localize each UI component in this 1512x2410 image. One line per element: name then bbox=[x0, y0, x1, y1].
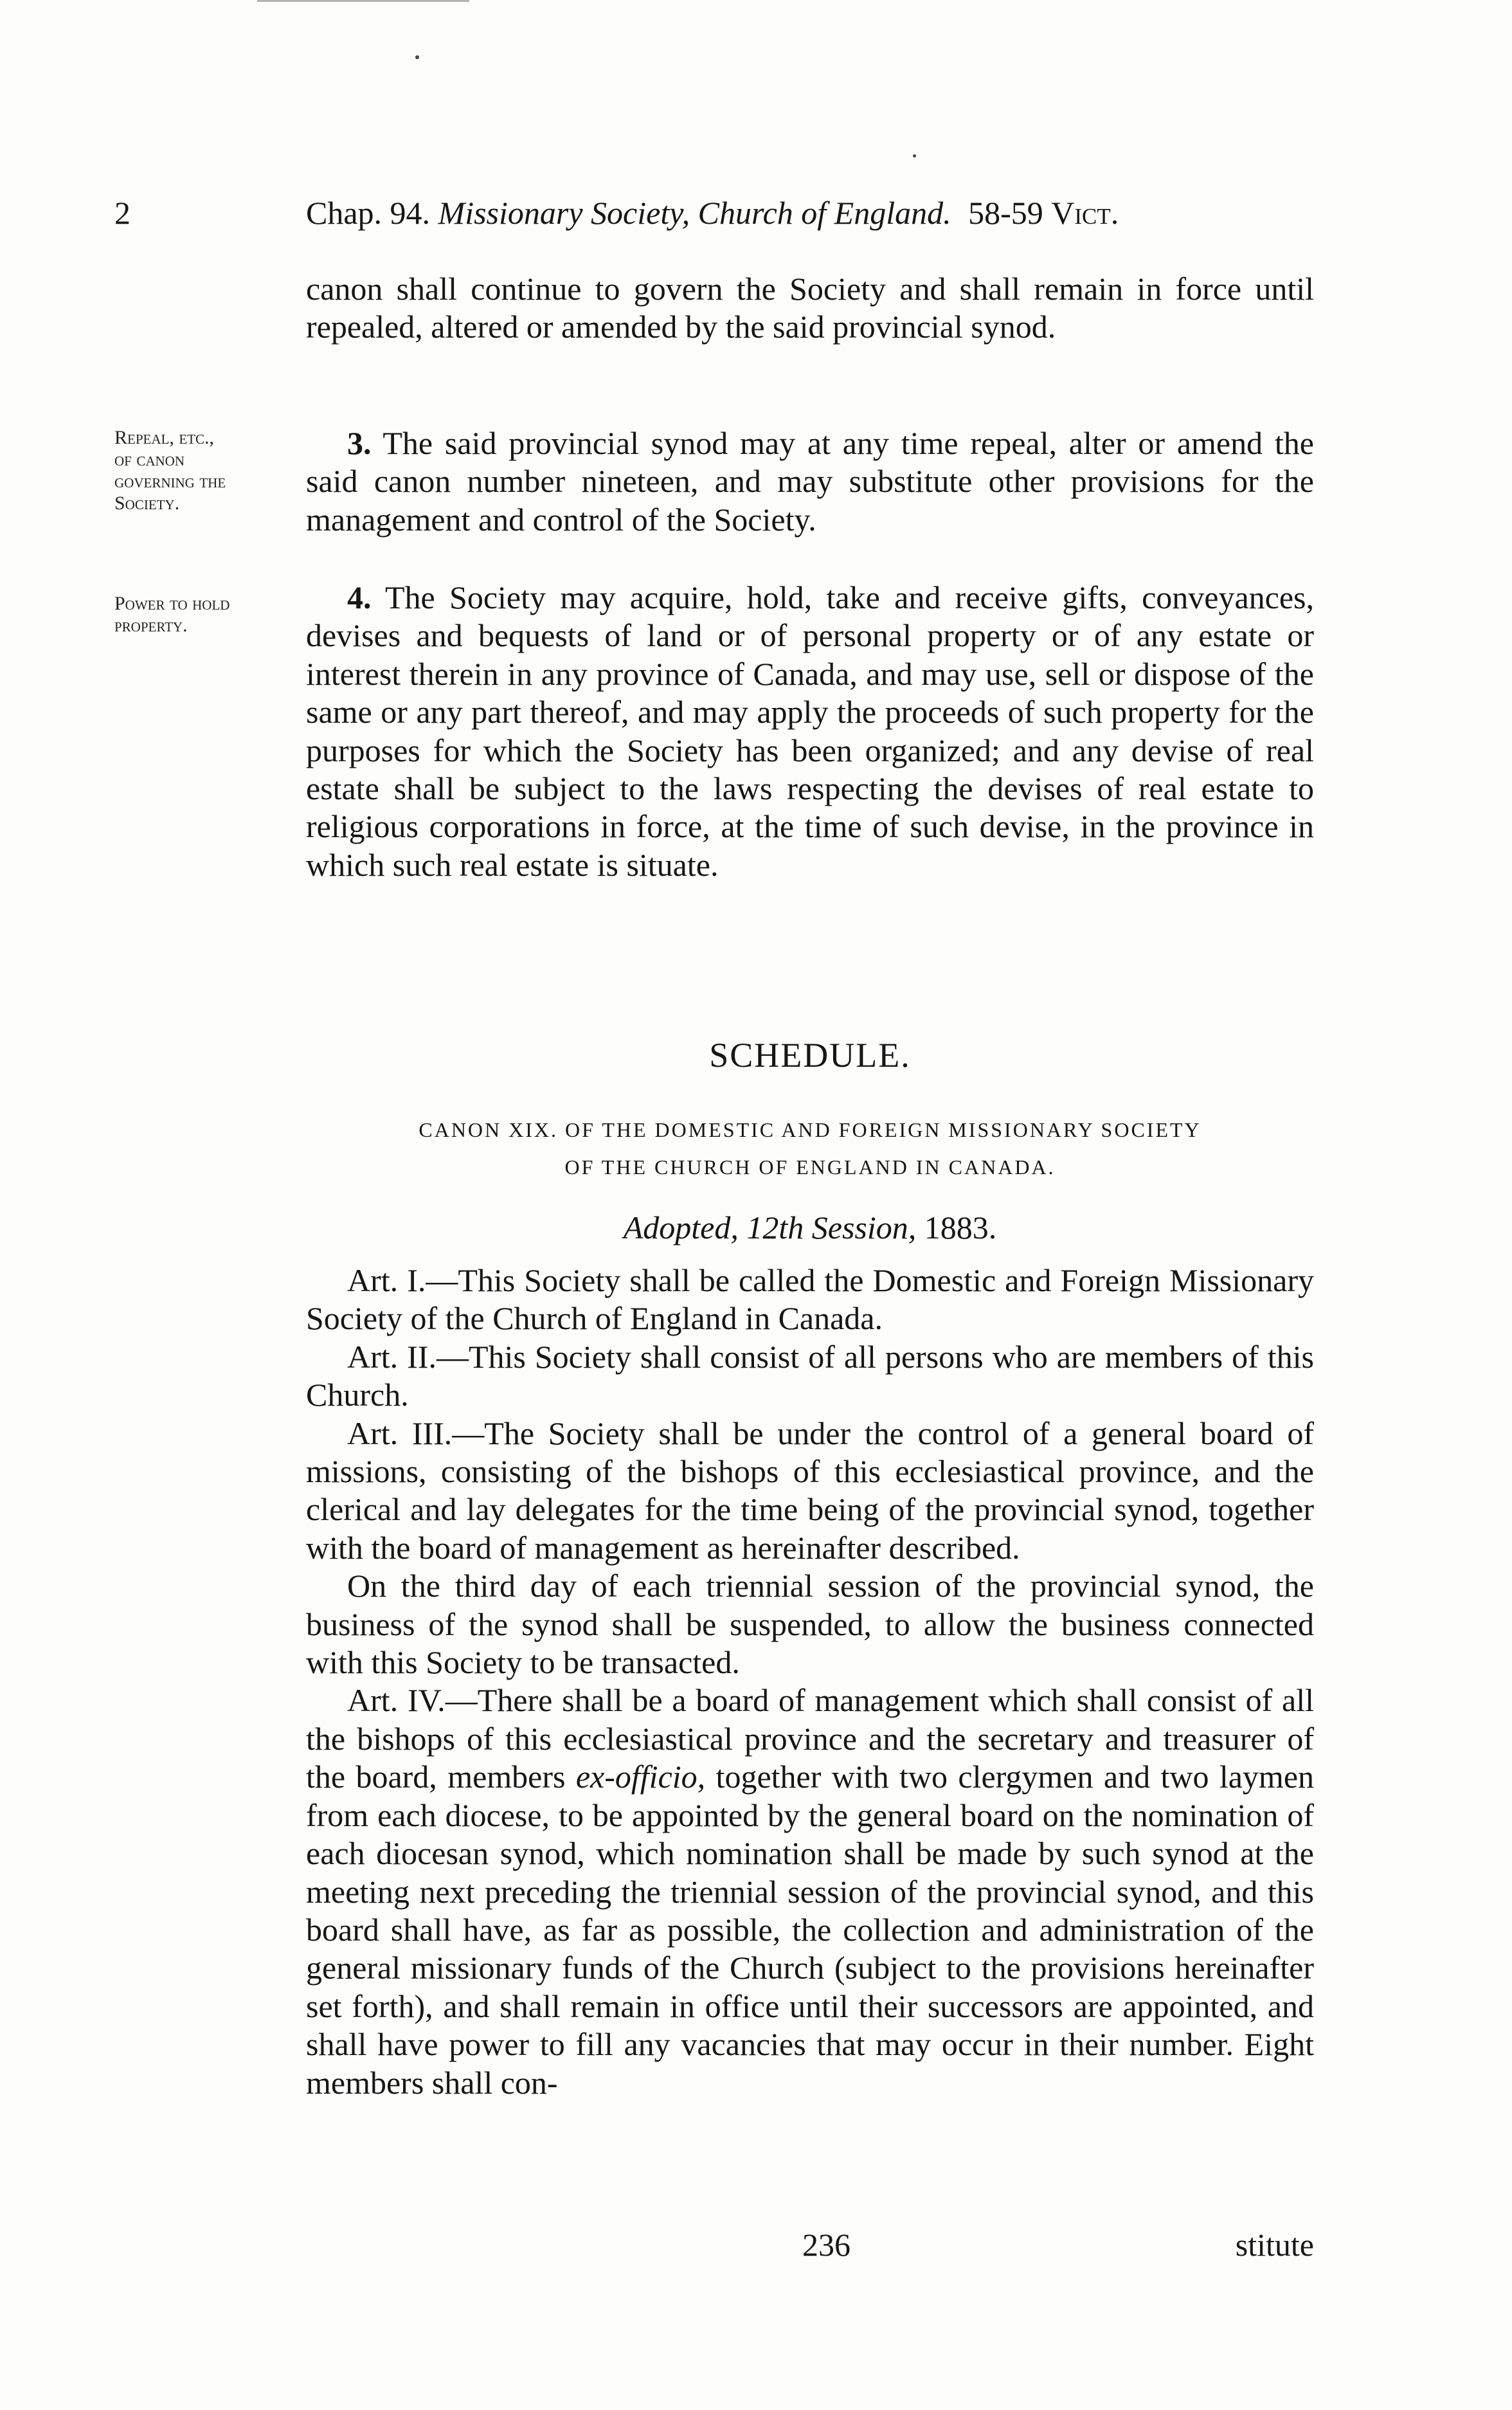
regnal-sovereign: Vict. bbox=[1051, 195, 1119, 231]
chapter-label: Chap. 94. bbox=[306, 195, 431, 231]
page-number: 2 bbox=[114, 195, 130, 231]
section-4 bbox=[306, 579, 1314, 884]
regnal-years: 58-59 bbox=[968, 195, 1043, 231]
schedule-heading: SCHEDULE. bbox=[709, 1036, 911, 1074]
section-number: 3. bbox=[347, 425, 372, 461]
canon-title-line: OF THE CHURCH OF ENGLAND IN CANADA. bbox=[564, 1155, 1056, 1179]
article-4-text: together with two clergymen and two laymen from each diocese, to be appointed by the general board on the nomination of each diocesan synod, which nomination shall be made by such synod at the meeting next preceding the triennial session of the provincial synod, and this board shall have, as far as possible, the collection and administration of the general missionary funds of the Church (subject to the provisions hereinafter set forth), and shall remain in office until their successors are appointed, and shall have power to fill any vacancies that may occur in their number. Eight members shall con- bbox=[306, 1759, 1315, 2101]
article-4-italic: ex-officio, bbox=[575, 1759, 706, 1795]
article-paragraph: Art. III.—The Society shall be under the control of a general board of missions, consisting of the bishops of this ecclesiastical province, and the clerical and lay delegates for the time being of the provincial synod, together with the board of management as hereinafter described. bbox=[306, 1415, 1314, 1566]
sidenote-repeal bbox=[114, 427, 294, 514]
continuation-paragraph: canon shall continue to govern the Society and shall remain in force until repealed, altered or amended by the said provincial synod. bbox=[306, 271, 1314, 345]
running-header bbox=[0, 194, 1512, 246]
sidenote-line: governing the bbox=[114, 471, 226, 492]
scan-speck bbox=[415, 55, 419, 59]
sidenote-line: Power to hold bbox=[114, 593, 230, 614]
schedule-articles bbox=[306, 1262, 1314, 2102]
act-title: Missionary Society, Church of England. bbox=[438, 195, 951, 231]
scan-speck bbox=[913, 154, 916, 158]
sidenote-power bbox=[114, 593, 294, 637]
page-footer bbox=[306, 2226, 1314, 2271]
sidenote-line: property. bbox=[114, 615, 188, 636]
signature-mark: 236 bbox=[802, 2227, 851, 2263]
adoption-line bbox=[306, 1209, 1314, 1246]
section-3 bbox=[306, 424, 1314, 539]
adopted-year: 1883. bbox=[924, 1210, 997, 1246]
canon-title-line: CANON XIX. OF THE DOMESTIC AND FOREIGN MISSIONARY SOCIETY bbox=[419, 1118, 1202, 1141]
continuation-text bbox=[306, 270, 1314, 347]
article-paragraph: On the third day of each triennial session of the provincial synod, the business of the synod shall be suspended, to allow the business connected with this Society to be transacted. bbox=[306, 1568, 1314, 1681]
article-paragraph bbox=[306, 1681, 1314, 2101]
article-4-text: Art. IV.—There shall be a board of management which shall consist of all the bishops of this ecclesiastical province and the secretary and treasurer of the board, members bbox=[306, 1682, 1314, 1795]
catchword: stitute bbox=[1235, 2227, 1314, 2263]
section-text: The Society may acquire, hold, take and receive gifts, conveyances, devises and bequests of land or of personal property or of any estate or interest therein in any province of Canada, and may use, sell or dispose of the same or any part thereof, and may apply the proceeds of such property for the purposes for which the Society has been organized; and any devise of real estate shall be subject to the laws respecting the devises of real estate to religious corporations in force, at the time of such devise, in the province in which such real estate is situate. bbox=[306, 579, 1314, 883]
sidenote-line: Repeal, etc., bbox=[114, 427, 214, 448]
canon-title bbox=[306, 1111, 1314, 1186]
sidenote-line: Society. bbox=[114, 493, 180, 514]
scan-edge-rule bbox=[257, 0, 469, 2]
section-text: The said provincial synod may at any time repeal, alter or amend the said canon number nineteen, and may substitute other provisions for the management and control of the Society. bbox=[306, 425, 1314, 538]
section-number: 4. bbox=[347, 579, 372, 615]
running-title bbox=[306, 194, 1329, 231]
sidenote-line: of canon bbox=[114, 449, 185, 470]
article-paragraph: Art. II.—This Society shall consist of all persons who are members of this Church. bbox=[306, 1338, 1314, 1413]
adopted-label: Adopted, bbox=[623, 1210, 739, 1246]
adopted-session: 12th Session, bbox=[746, 1210, 917, 1246]
article-paragraph: Art. I.—This Society shall be called the Domestic and Foreign Missionary Society of the Church of England in Canada. bbox=[306, 1262, 1314, 1337]
